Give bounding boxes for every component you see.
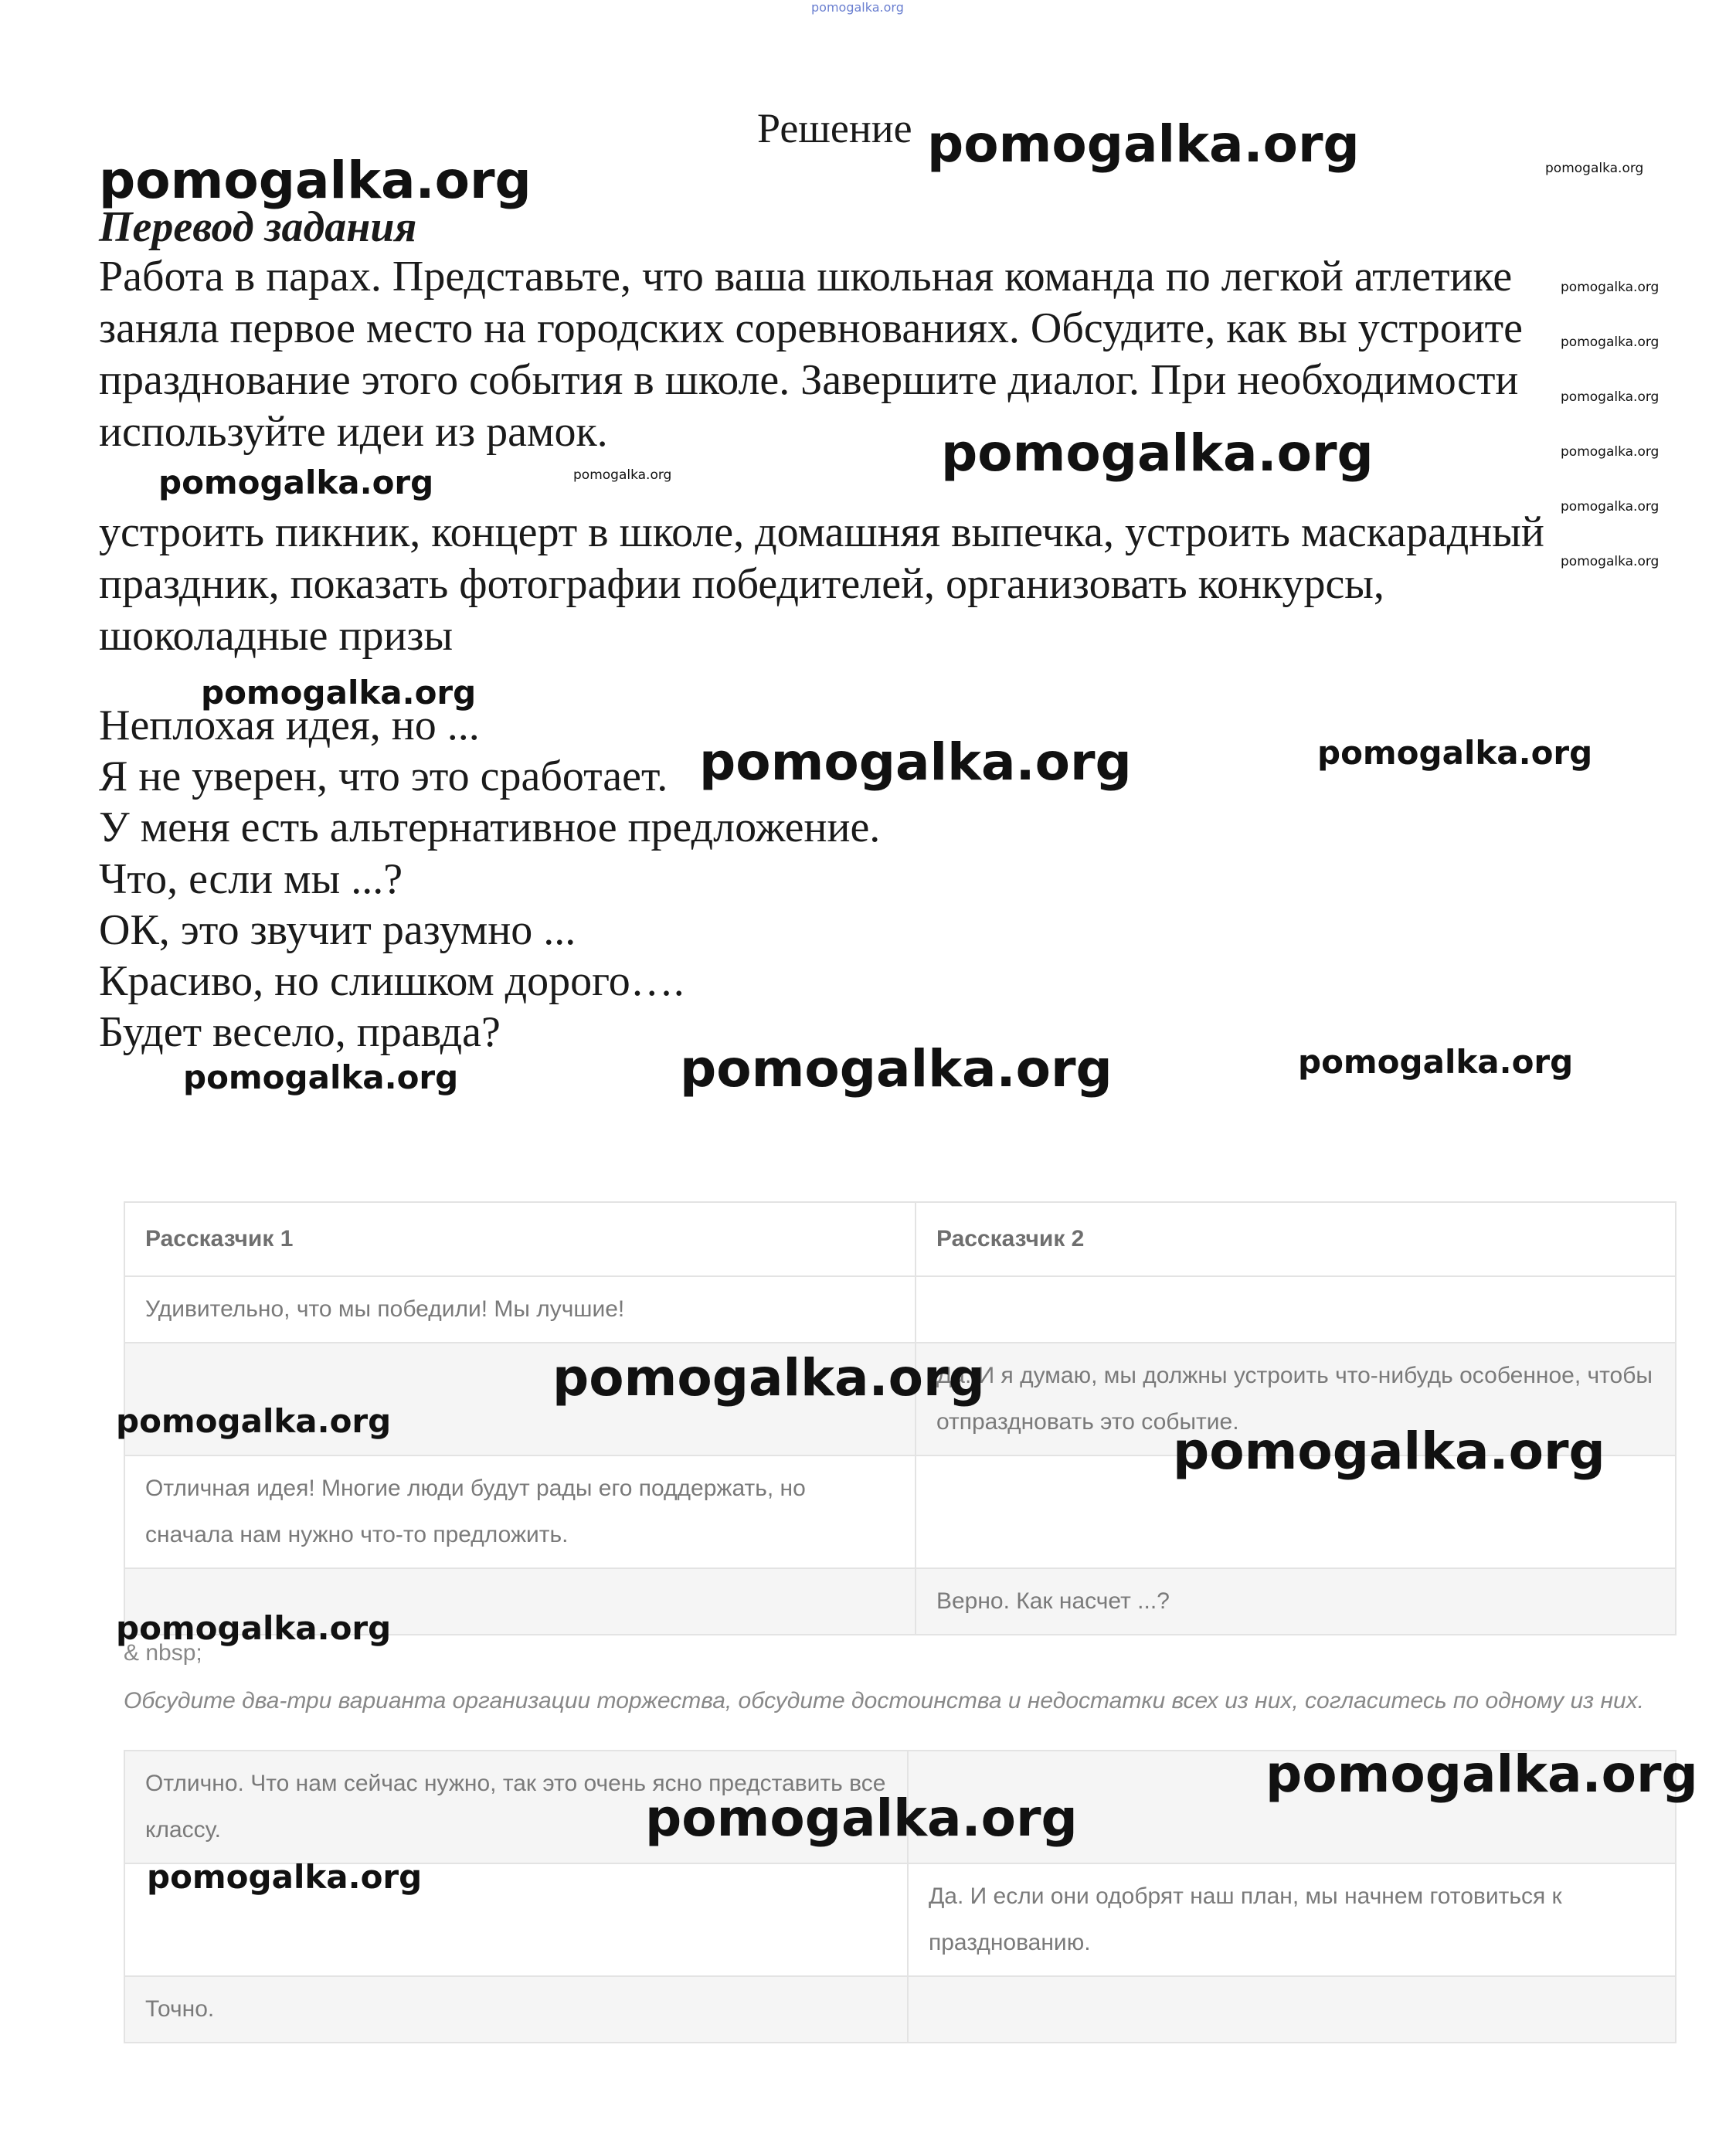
watermark: pomogalka.org bbox=[552, 1348, 985, 1408]
watermark: pomogalka.org bbox=[1561, 280, 1660, 295]
watermark: pomogalka.org bbox=[1173, 1421, 1605, 1481]
watermark: pomogalka.org bbox=[99, 151, 532, 210]
watermark: pomogalka.org bbox=[1265, 1744, 1698, 1804]
watermark: pomogalka.org bbox=[1317, 734, 1593, 772]
watermark: pomogalka.org bbox=[1561, 389, 1660, 405]
watermark: pomogalka.org bbox=[1561, 554, 1660, 569]
table-header-speaker-2: Рассказчик 2 bbox=[916, 1202, 1676, 1276]
phrase-4: Что, если мы ...? bbox=[99, 855, 403, 903]
watermark: pomogalka.org bbox=[1561, 335, 1660, 350]
watermark: pomogalka.org bbox=[147, 1858, 423, 1896]
table-cell: Отличная идея! Многие люди будут рады его поддержать, но сначала нам нужно что-то предложить. bbox=[124, 1455, 916, 1568]
watermark: pomogalka.org bbox=[1545, 161, 1644, 176]
ideas-box-text: устроить пикник, концерт в школе, домашняя выпечка, устроить маскарадный праздник, показать фотографии победителей, организовать конкурсы, шоколадные призы bbox=[99, 508, 1544, 660]
watermark: pomogalka.org bbox=[645, 1788, 1078, 1848]
table-cell bbox=[916, 1276, 1676, 1343]
table-header-speaker-1: Рассказчик 1 bbox=[124, 1202, 916, 1276]
phrase-5: ОК, это звучит разумно ... bbox=[99, 906, 576, 954]
task-title: Перевод задания bbox=[99, 203, 417, 251]
instruction-text: Обсудите два-три варианта организации торжества, обсудите достоинства и недостатки всех из них, согласитесь по одному из них. bbox=[124, 1688, 1644, 1714]
watermark: pomogalka.org bbox=[158, 464, 434, 501]
table-cell: Да. И я думаю, мы должны устроить что-нибудь особенное, чтобы отпраздновать это событие. bbox=[916, 1343, 1676, 1455]
phrase-3: У меня есть альтернативное предложение. bbox=[99, 803, 881, 851]
watermark: pomogalka.org bbox=[201, 674, 477, 712]
phrase-1: Неплохая идея, но ... bbox=[99, 701, 480, 749]
phrase-2: Я не уверен, что это сработает. bbox=[99, 752, 668, 800]
table-cell: Верно. Как насчет ...? bbox=[916, 1568, 1676, 1635]
watermark: pomogalka.org bbox=[1561, 444, 1660, 460]
watermark: pomogalka.org bbox=[699, 732, 1132, 792]
task-paragraph: Работа в парах. Представьте, что ваша школьная команда по легкой атлетике заняла первое место на городских соревнованиях. Обсудите, как вы устроите празднование этого события в школе. Завершите диалог. При необходимости используйте идеи из рамок. bbox=[99, 253, 1523, 456]
table-cell bbox=[908, 1976, 1676, 2043]
table-cell: Удивительно, что мы победили! Мы лучшие! bbox=[124, 1276, 916, 1343]
table-cell: Отлично. Что нам сейчас нужно, так это очень ясно представить все классу. bbox=[124, 1751, 908, 1863]
watermark: pomogalka.org bbox=[1298, 1043, 1574, 1081]
watermark: pomogalka.org bbox=[116, 1402, 392, 1440]
phrase-7: Будет весело, правда? bbox=[99, 1008, 501, 1056]
watermark: pomogalka.org bbox=[680, 1039, 1113, 1099]
watermark: pomogalka.org bbox=[941, 423, 1374, 483]
watermark: pomogalka.org bbox=[1561, 499, 1660, 515]
phrase-6: Красиво, но слишком дорого…. bbox=[99, 957, 685, 1005]
table-cell: Точно. bbox=[124, 1976, 908, 2043]
watermark: pomogalka.org bbox=[183, 1058, 459, 1096]
watermark: pomogalka.org bbox=[927, 114, 1360, 174]
watermark: pomogalka.org bbox=[573, 467, 672, 483]
page-heading: Решение bbox=[757, 105, 912, 151]
nbsp-artifact: & nbsp; bbox=[124, 1640, 202, 1666]
watermark-top: pomogalka.org bbox=[811, 0, 904, 15]
table-cell: Да. И если они одобрят наш план, мы начнем готовиться к празднованию. bbox=[908, 1863, 1676, 1976]
watermark: pomogalka.org bbox=[116, 1609, 392, 1647]
